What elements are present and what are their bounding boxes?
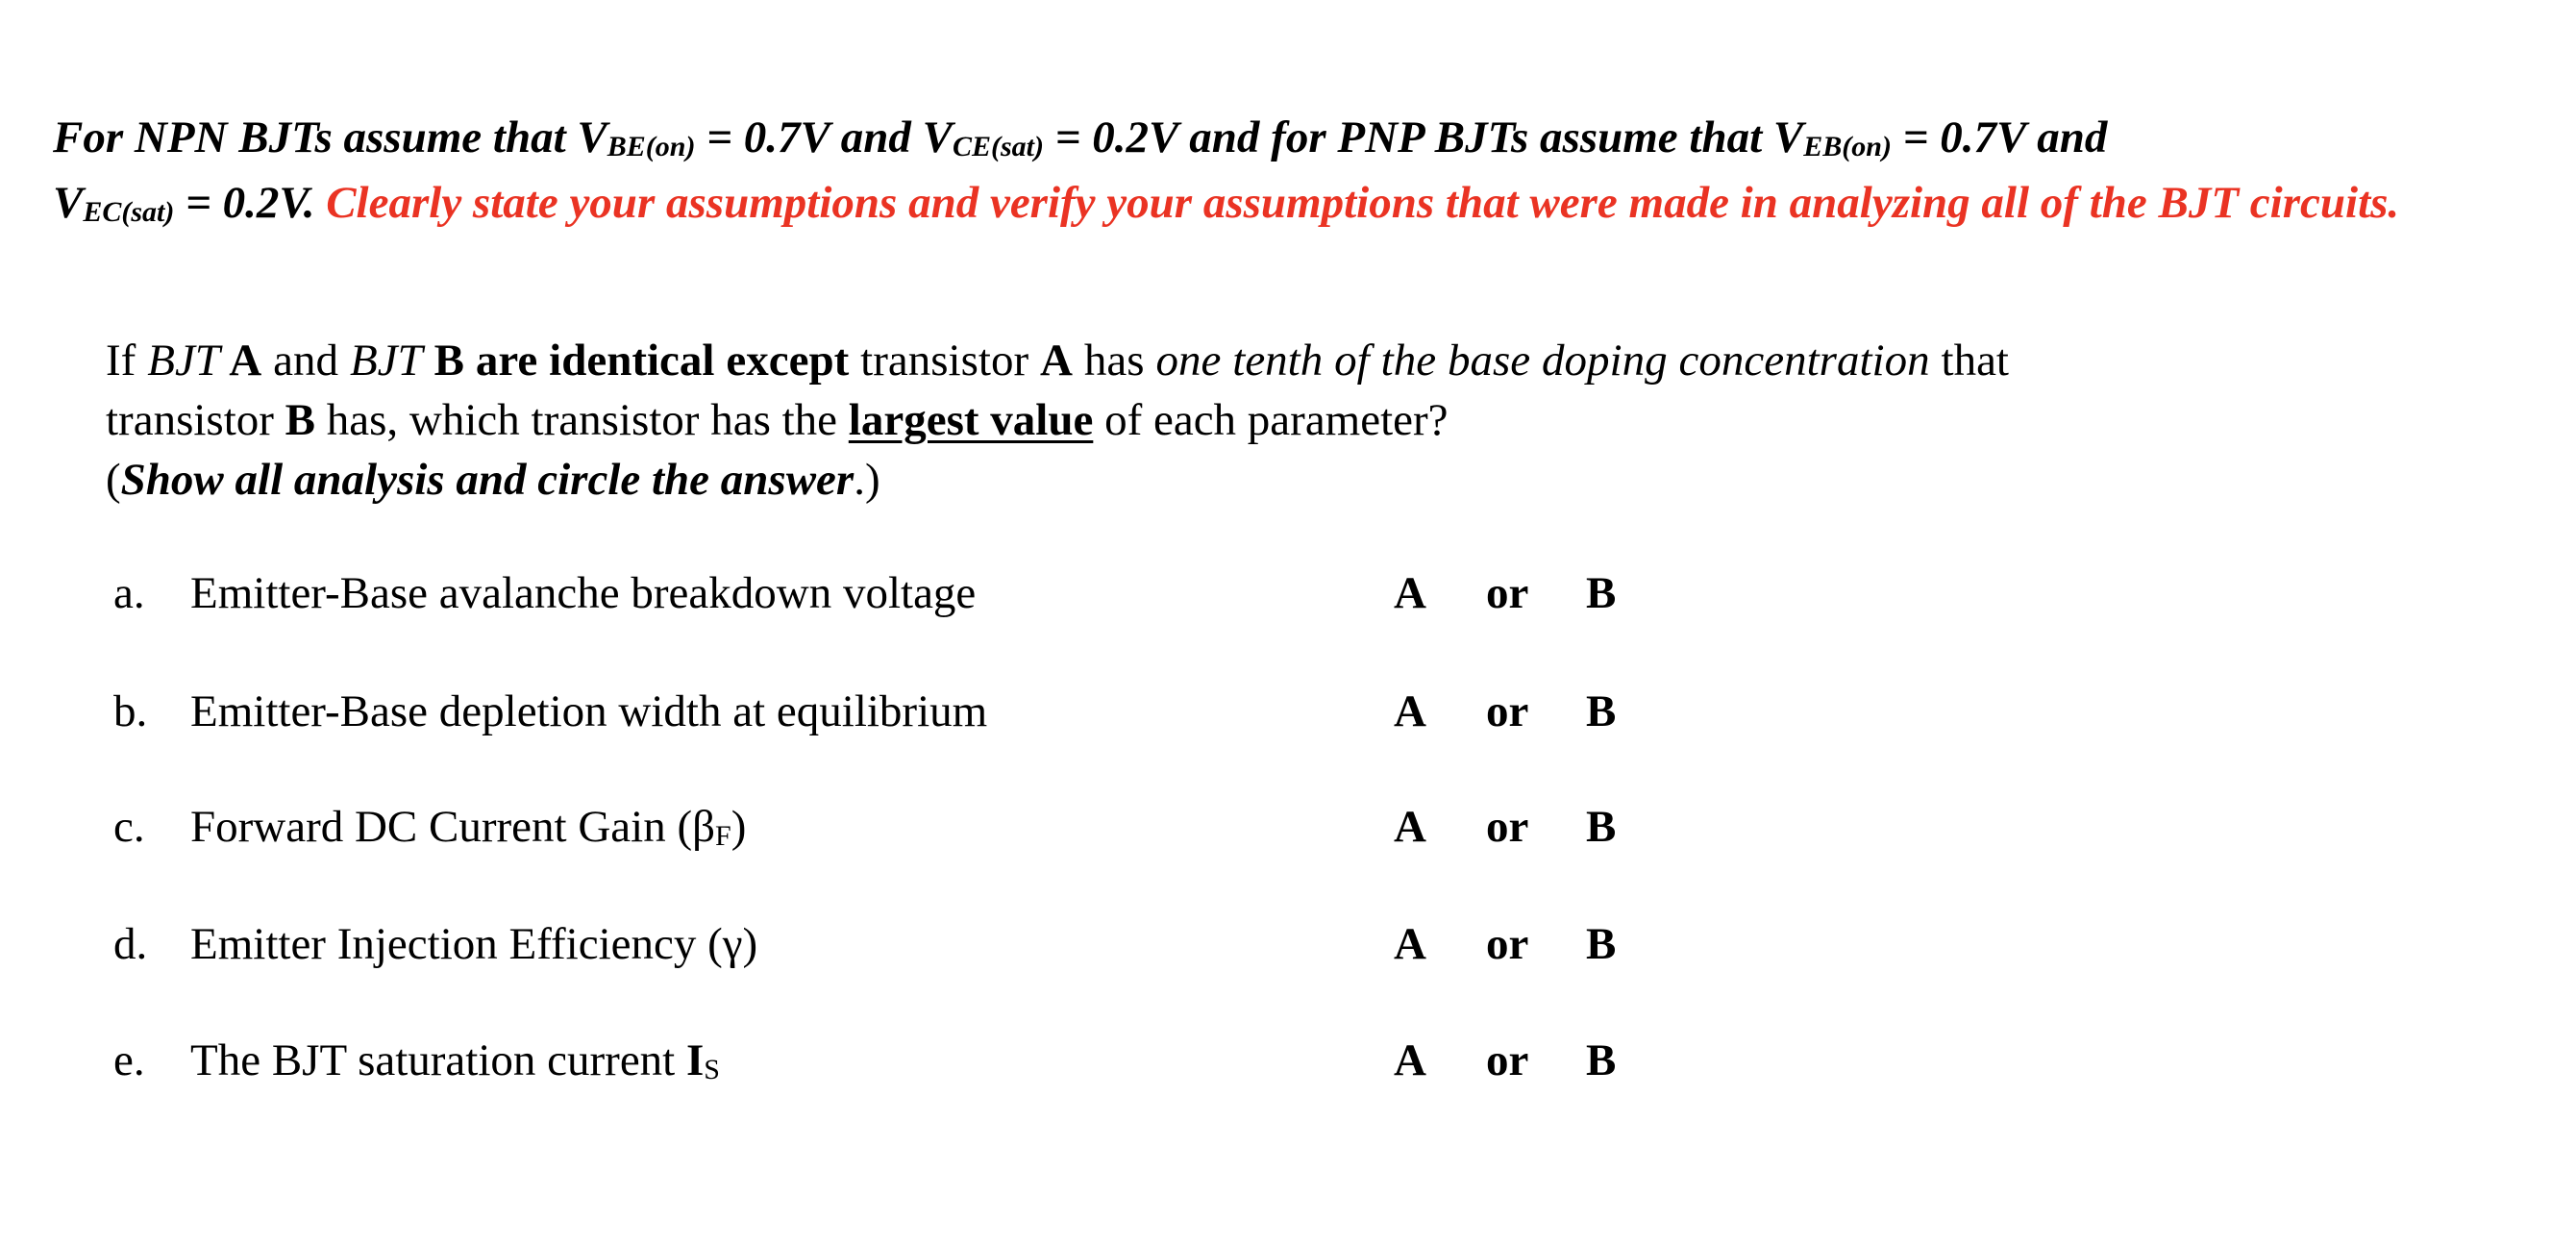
header-text: = 0.2V.	[174, 178, 327, 228]
item-label	[190, 1027, 720, 1100]
item-label	[190, 678, 987, 745]
q-text: If	[106, 336, 148, 386]
option-or: or	[1486, 1035, 1529, 1085]
header-subscript: EB(on)	[1803, 131, 1892, 162]
item-text: Forward DC Current Gain (β	[190, 802, 716, 852]
item-text: The BJT saturation current	[190, 1035, 686, 1085]
q-text: transistor	[849, 336, 1041, 386]
item-letter: c.	[113, 802, 145, 852]
option-or: or	[1486, 686, 1529, 736]
q-text: one tenth of the base doping concentration	[1155, 336, 1930, 386]
q-text: .)	[854, 455, 880, 505]
item-subscript: F	[715, 820, 731, 852]
header-text: For NPN BJTs assume that V	[53, 112, 607, 162]
option-a[interactable]: A	[1394, 686, 1426, 736]
header-subscript: CE(sat)	[952, 131, 1044, 162]
q-text: BJT	[147, 336, 220, 386]
list-item	[113, 678, 1747, 745]
list-item	[113, 793, 1747, 860]
header-text: = 0.7V and V	[695, 112, 953, 162]
q-text: A	[1040, 336, 1073, 386]
q-text: of each parameter?	[1093, 395, 1449, 445]
q-text: has, which transistor has the	[315, 395, 849, 445]
q-text: B	[285, 395, 316, 445]
item-label	[190, 560, 976, 627]
q-text: A	[219, 336, 262, 386]
item-letter: e.	[113, 1035, 145, 1085]
option-a[interactable]: A	[1394, 568, 1426, 618]
option-or: or	[1486, 568, 1529, 618]
q-text: Show all analysis and circle the answer	[120, 455, 855, 505]
q-text: B are identical except	[422, 336, 850, 386]
assumptions-header	[53, 108, 2514, 238]
header-subscript: BE(on)	[607, 131, 696, 162]
header-text: = 0.7V and	[1891, 112, 2108, 162]
header-text: V	[53, 178, 84, 228]
q-text: and	[261, 336, 350, 386]
q-emphasis: largest value	[848, 395, 1094, 445]
option-or: or	[1486, 919, 1529, 969]
header-text: = 0.2V and for PNP BJTs assume that V	[1044, 112, 1804, 162]
item-text: )	[731, 802, 747, 852]
item-text: Emitter Injection Efficiency (γ)	[190, 919, 758, 969]
list-item	[113, 910, 1747, 978]
option-b[interactable]: B	[1586, 1035, 1617, 1085]
item-letter: a.	[113, 568, 145, 618]
option-b[interactable]: B	[1586, 802, 1617, 852]
question-prompt	[106, 331, 2009, 510]
item-label	[190, 910, 757, 978]
item-text: Emitter-Base avalanche breakdown voltage	[190, 568, 977, 618]
item-letter: d.	[113, 919, 148, 969]
q-text: BJT	[349, 336, 423, 386]
option-or: or	[1486, 802, 1529, 852]
q-text: that transistor	[106, 336, 2009, 445]
option-b[interactable]: B	[1586, 686, 1617, 736]
list-item	[113, 560, 1747, 627]
option-a[interactable]: A	[1394, 1035, 1426, 1085]
header-subscript: EC(sat)	[83, 196, 175, 228]
list-item	[113, 1027, 1747, 1094]
option-b[interactable]: B	[1586, 919, 1617, 969]
assumption-instruction: Clearly state your assumptions and verify your assumptions that were made in analyzing all of the BJT circuits.	[326, 178, 2400, 228]
item-subscript: S	[704, 1054, 720, 1085]
q-text: has	[1072, 336, 1156, 386]
option-a[interactable]: A	[1394, 802, 1426, 852]
item-text: Emitter-Base depletion width at equilibrium	[190, 686, 988, 736]
item-bold: I	[686, 1035, 705, 1085]
item-label	[190, 793, 746, 866]
option-b[interactable]: B	[1586, 568, 1617, 618]
option-a[interactable]: A	[1394, 919, 1426, 969]
item-letter: b.	[113, 686, 148, 736]
q-text: (	[106, 455, 121, 505]
